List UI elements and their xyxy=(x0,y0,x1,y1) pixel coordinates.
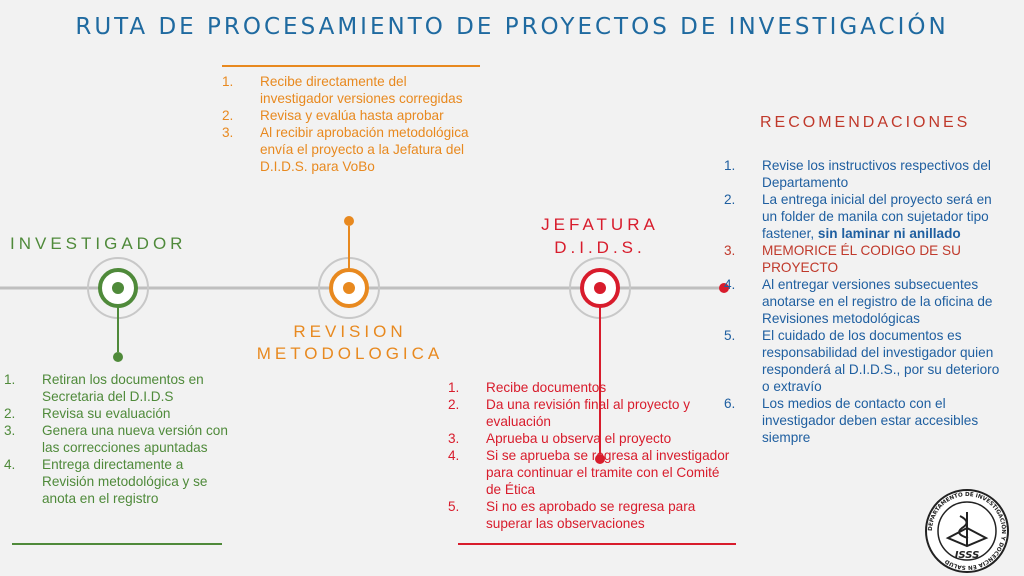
list-item-number: 2. xyxy=(448,397,460,412)
page-title: RUTA DE PROCESAMIENTO DE PROYECTOS DE INVESTIGACIÓN xyxy=(75,14,949,40)
list-item-number: 3. xyxy=(724,243,736,258)
list-item xyxy=(448,379,738,396)
list-item xyxy=(724,395,1004,446)
list-item-number: 2. xyxy=(724,192,736,207)
list-item-emphasis: sin laminar ni anillado xyxy=(817,226,961,241)
list-item-text: Retiran los documentos en Secretaria del D.I.D.S xyxy=(42,372,204,404)
revision-label xyxy=(240,322,460,364)
investigador-node xyxy=(88,258,148,362)
investigador-label: INVESTIGADOR xyxy=(10,234,187,253)
list-item-number: 4. xyxy=(448,448,460,463)
list-item-text: Revise los instructivos respectivos del Departamento xyxy=(762,158,991,190)
list-item xyxy=(4,405,229,422)
list-item-number: 1. xyxy=(448,380,460,395)
list-item-text: Si no es aprobado se regresa para superar las observaciones xyxy=(486,499,696,531)
revision-label-line1: REVISION xyxy=(293,322,407,341)
list-item-text: Entrega directamente a Revisión metodológica y se anota en el registro xyxy=(42,457,208,506)
list-item xyxy=(724,157,1004,191)
list-item-number: 6. xyxy=(724,396,736,411)
list-item-number: 5. xyxy=(448,499,460,514)
list-item-number: 5. xyxy=(724,328,736,343)
list-item-text: Revisa su evaluación xyxy=(42,406,171,421)
list-item-text: La entrega inicial del proyecto será en un folder de manila con sujetador tipo fastener, xyxy=(762,192,992,241)
list-item-text: Recibe documentos xyxy=(486,380,607,395)
revision-label-line2: METODOLOGICA xyxy=(256,344,444,363)
recomendaciones-label: RECOMENDACIONES xyxy=(760,114,971,131)
jefatura-label xyxy=(510,215,690,258)
list-item-number: 3. xyxy=(222,125,234,140)
list-item-number: 3. xyxy=(4,423,16,438)
list-item-text: El cuidado de los documentos es responsabilidad del investigador quien responderá al D.I.D.S., por su deterioro o extravío xyxy=(762,328,1000,394)
list-item-number: 1. xyxy=(724,158,736,173)
list-item-text: Revisa y evalúa hasta aprobar xyxy=(260,108,444,123)
list-item-text: Al entregar versiones subsecuentes anotarse en el registro de la oficina de Revisiones metodológicas xyxy=(762,277,993,326)
logo-ring-text: DEPARTAMENTO DE INVESTIGACIÓN Y DOCENCIA EN SALUD xyxy=(927,491,1007,571)
isss-logo xyxy=(924,488,1010,574)
list-item xyxy=(448,447,738,498)
revision-steps xyxy=(222,73,482,175)
list-item-text: Si se aprueba se regresa al investigador para continuar el tramite con el Comité de Ética xyxy=(486,448,730,497)
list-item-text: Recibe directamente del investigador versiones corregidas xyxy=(260,74,463,106)
jefatura-label-line2: D.I.D.S. xyxy=(554,238,646,257)
list-item xyxy=(448,396,738,430)
list-item-text: Da una revisión final al proyecto y evaluación xyxy=(486,397,691,429)
recomendaciones-steps xyxy=(724,157,1004,446)
revision-node xyxy=(319,216,379,318)
list-item xyxy=(222,73,482,107)
list-item-text: Aprueba u observa el proyecto xyxy=(486,431,672,446)
list-item xyxy=(4,456,229,507)
list-item-text: MEMORICE ÉL CODIGO DE SU PROYECTO xyxy=(762,243,961,275)
investigador-steps xyxy=(4,371,229,507)
list-item xyxy=(4,371,229,405)
list-item xyxy=(724,276,1004,327)
list-item-number: 1. xyxy=(4,372,16,387)
logo-brand: ISSS xyxy=(954,550,980,561)
list-item-number: 1. xyxy=(222,74,234,89)
list-item xyxy=(448,430,738,447)
list-item-text: Genera una nueva versión con las correcciones apuntadas xyxy=(42,423,228,455)
list-item-text: Los medios de contacto con el investigador deben estar accesibles siempre xyxy=(762,396,979,445)
jefatura-label-line1: JEFATURA xyxy=(541,215,659,234)
list-item-number: 3. xyxy=(448,431,460,446)
list-item xyxy=(724,242,1004,276)
list-item-number: 2. xyxy=(4,406,16,421)
jefatura-steps xyxy=(448,379,738,532)
list-item xyxy=(222,124,482,175)
list-item xyxy=(724,191,1004,242)
list-item-number: 4. xyxy=(4,457,16,472)
list-item xyxy=(724,327,1004,395)
list-item xyxy=(4,422,229,456)
list-item-text: Al recibir aprobación metodológica envía el proyecto a la Jefatura del D.I.D.S. para VoBo xyxy=(260,125,469,174)
list-item xyxy=(448,498,738,532)
list-item-number: 4. xyxy=(724,277,736,292)
list-item-number: 2. xyxy=(222,108,234,123)
list-item xyxy=(222,107,482,124)
